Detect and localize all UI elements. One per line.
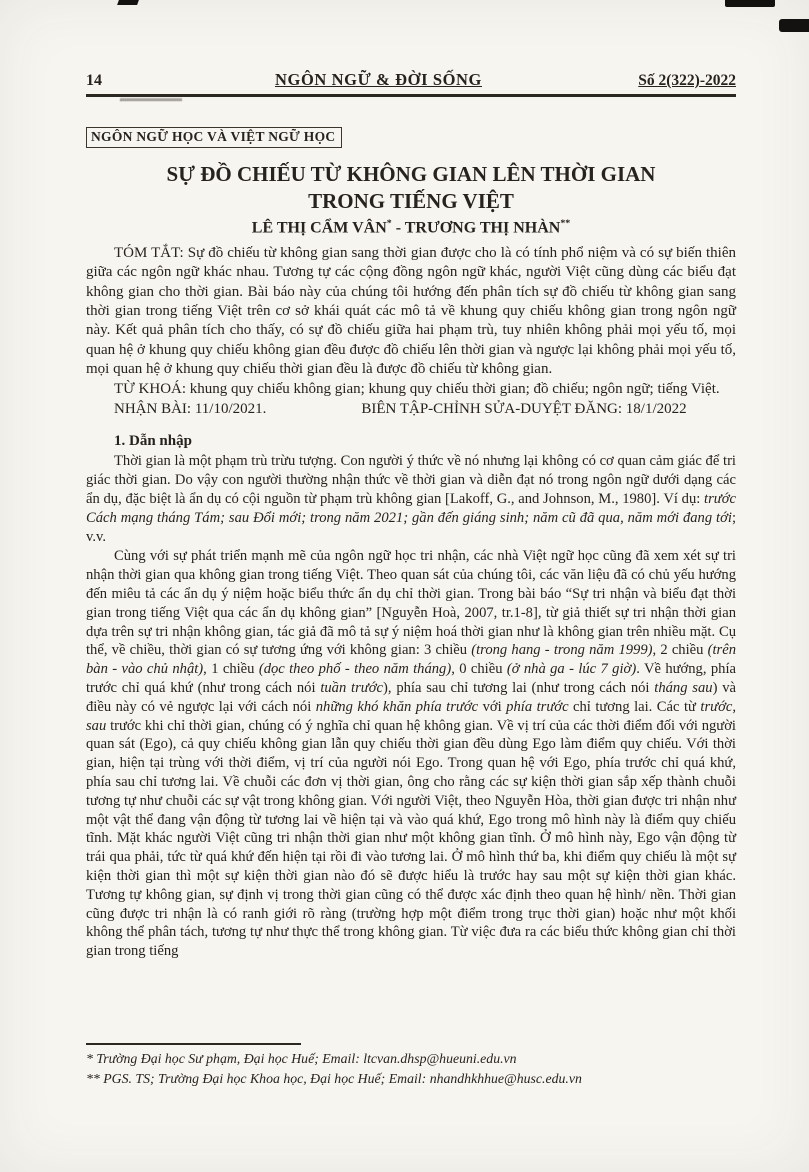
footnotes-block [86,1038,746,1118]
page-header [86,70,736,90]
body-paragraph-1: Thời gian là một phạm trù trừu tượng. Con người ý thức về nó nhưng lại không có cơ quan cảm giác để tri giác thời gian. Do vậy con người thường nhận thức về thời gian và diễn đạt nó trong ngôn ngữ dưới dạng các ẩn dụ, đặc biệt là ẩn dụ có cội nguồn từ phạm trù không gian [Lakoff, G., and Johnson, M., 1980]. Ví dụ: trước Cách mạng tháng Tám; sau Đổi mới; trong năm 2021; gần đến giáng sinh; năm cũ đã qua, năm mới đang tới; v.v. [86,453,736,545]
header-rule [86,94,736,97]
article-title-line-1: SỰ ĐỒ CHIẾU TỪ KHÔNG GIAN LÊN THỜI GIAN [166,161,656,186]
issue-number: Số 2(322)-2022 [638,72,736,89]
article-title-line-2: TRONG TIẾNG VIỆT [308,188,514,213]
section-heading: 1. Dẫn nhập [114,433,192,450]
article-title [86,161,736,215]
scan-artifact [725,0,775,7]
footnote-rule [86,1043,301,1045]
page-number: 14 [86,72,102,89]
section-label: NGÔN NGỮ HỌC VÀ VIỆT NGỮ HỌC [86,127,342,148]
abstract-paragraph: TÓM TẮT: Sự đồ chiếu từ không gian sang thời gian được cho là có tính phổ niệm và có sự biến thiên giữa các ngôn ngữ khác nhau. Tương tự các cộng đồng ngôn ngữ khác, người Việt cũng dùng các biểu đạt không gian cho thời gian. Bài báo này của chúng tôi hướng đến phân tích sự đồ chiếu từ không gian sang thời gian trong tiếng Việt trên cơ sở khái quát các mô tả về khung quy chiếu không gian trong ngôn ngữ này. Kết quả phân tích cho thấy, có sự đồ chiếu giữa hai phạm trù, tuy nhiên không phải mọi yếu tố, mọi quan hệ ở khung quy chiếu không gian đều được đồ chiếu lên thời gian và ngược lại không phải mọi yếu tố, mọi quan hệ ở khung quy chiếu thời gian đều là được đồ chiếu từ không gian. [86,244,736,378]
footnote-2: ** PGS. TS; Trường Đại học Khoa học, Đại học Huế; Email: nhandhkhhue@husc.edu.vn [86,1070,582,1086]
body-paragraph-2: Cùng với sự phát triển mạnh mẽ của ngôn ngữ học tri nhận, các nhà Việt ngữ học cũng đã xem xét sự tri nhận thời gian qua không gian trong tiếng Việt. Theo quan sát của chúng tôi, các văn liệu đã có chủ yếu hướng đến miêu tả các ẩn dụ ý niệm hoặc biểu thức ẩn dụ chỉ thời gian. Trong bài báo “Sự tri nhận và biểu đạt thời gian trong tiếng Việt qua các ẩn dụ không gian” [Nguyễn Hoà, 2007, tr.1-8], từ giả thiết sự tri nhận thời gian dựa trên sự tri nhận không gian, tác giả đã mô tả sự ý niệm hoá thời gian như là không gian trên nhiều mặt. Cụ thể, về chiều, thời gian có sự tương ứng với không gian: 3 chiều (trong hang - trong năm 1999), 2 chiều (trên bàn - vào chủ nhật), 1 chiều (dọc theo phố - theo năm tháng), 0 chiều (ở nhà ga - lúc 7 giờ). Về hướng, phía trước chỉ quá khứ (như trong cách nói tuần trước), phía sau chỉ tương lai (như trong cách nói tháng sau) và điều này có vẻ ngược lại với cách nói những khó khăn phía trước với phía trước chỉ tương lai. Các từ trước, sau trước khi chỉ thời gian, chúng có ý nghĩa chỉ quan hệ không gian. Về vị trí của các thời điểm đối với người quan sát (Ego), cả quy chiếu không gian lẫn quy chiếu thời gian đều dùng Ego làm điểm quy chiếu. Với thời gian, hiện tại trùng với thời điểm, vị trí của người nói Ego. Trong quan hệ với Ego, phía trước chỉ quá khứ, phía sau chỉ tương lai. Về chuỗi các đơn vị thời gian, ông cho rằng các sự kiện thời gian sắp xếp thành chuỗi tương tự như chuỗi các sự vật trong không gian. Với người Việt, theo Nguyễn Hòa, thời gian được tri nhận như một vật thể đang vận động từ tương lai về hiện tại và vào quá khứ, Ego trong mô hình này là điểm quy chiếu tĩnh. Mặt khác người Việt cũng tri nhận thời gian như một không gian tĩnh. Ở mô hình này, Ego vận động từ trái qua phải, tức từ quá khứ đến hiện tại rồi đi vào tương lai. Ở mô hình thứ ba, khi điểm quy chiếu là một sự kiện thời gian thì một sự kiện thời gian nào đó sẽ được hiểu là trước hay sau một sự kiện thời gian khác. Tương tự không gian, sự định vị trong thời gian cũng có thể được xác định theo quan hệ hình/ nền. Thời gian cũng được tri nhận là có ranh giới rõ ràng (trường hợp một điểm trong trục thời gian) hoặc như một khối không thể phân tách, tương tự như thực thể trong không gian. Từ việc đưa ra các biểu thức không gian chỉ thời gian trong tiếng [86,548,737,960]
scan-artifact [779,19,809,32]
page-content [86,70,736,961]
keywords-paragraph: TỪ KHOÁ: khung quy chiếu không gian; khung quy chiếu thời gian; đồ chiếu; ngôn ngữ; tiếng Việt. [114,380,720,397]
edited-date: BIÊN TẬP-CHỈNH SỬA-DUYỆT ĐĂNG: 18/1/2022 [361,401,687,418]
authors-line: LÊ THỊ CẨM VÂN* - TRƯƠNG THỊ NHÀN** [251,217,571,236]
footnote-1: * Trường Đại học Sư phạm, Đại học Huế; Email: ltcvan.dhsp@hueuni.edu.vn [86,1051,517,1066]
received-date: NHẬN BÀI: 11/10/2021. [114,401,267,418]
journal-title: NGÔN NGỮ & ĐỜI SỐNG [275,70,482,89]
scan-artifact [117,0,139,5]
dates-line [86,400,736,419]
